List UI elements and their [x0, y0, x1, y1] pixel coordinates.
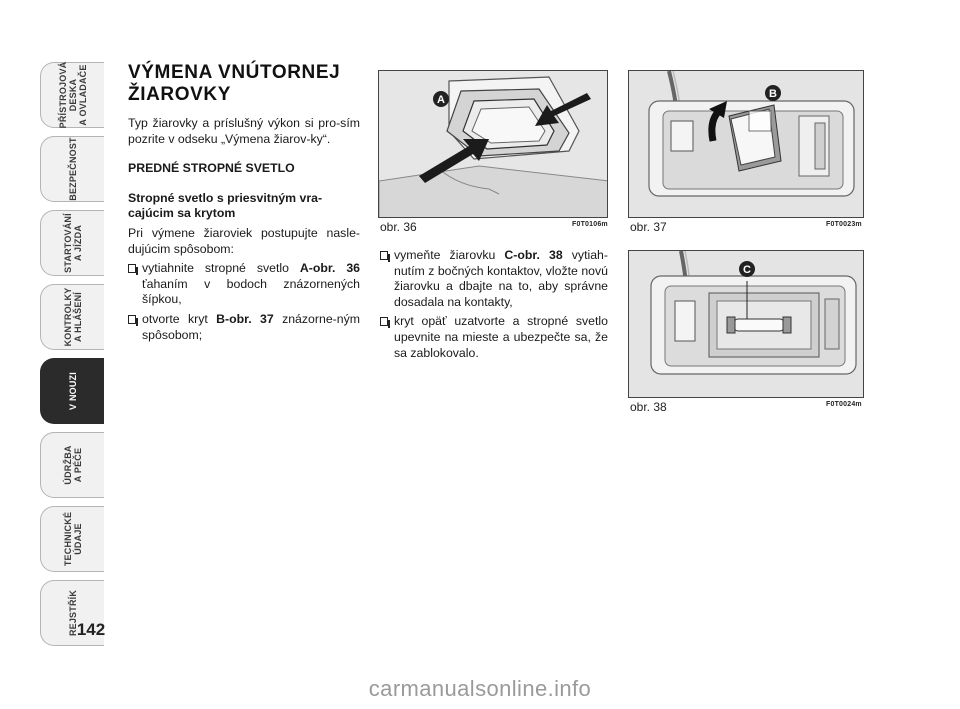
tab-label: BEZPEČNOST [67, 137, 78, 201]
figure-code: F0T0024m [826, 401, 862, 408]
checkbox-bullet-icon [380, 251, 388, 260]
figure-37-illustration [628, 70, 864, 218]
list-item-text: kryt opäť uzatvorte a stropné svetlo upevnite na mieste a ubezpečte sa, že sa zablokovalo. [394, 314, 608, 360]
marker-c: C [743, 264, 751, 276]
list-item-text: znázorne-ným spôsobom; [142, 311, 360, 342]
tab-technicke-udaje[interactable] [40, 506, 104, 572]
tab-pristrojova-deska[interactable] [40, 62, 104, 128]
figure-reference: C-obr. 38 [504, 248, 563, 262]
watermark-text: carmanualsonline.info [368, 676, 592, 701]
list-item [380, 314, 608, 361]
figure-38-illustration [628, 250, 864, 398]
tab-label: V NOUZI [67, 372, 78, 410]
tab-startovani[interactable] [40, 210, 104, 276]
checkbox-bullet-icon [380, 317, 388, 326]
tab-label: PŘÍSTROJOVÁ DESKA A OVLADAČE [57, 61, 88, 129]
list-item [128, 312, 360, 343]
tab-udrzba[interactable] [40, 432, 104, 498]
tab-label: KONTROLKY A HLÁŠENÍ [62, 287, 83, 347]
figure-caption: obr. 36 [380, 220, 417, 234]
figure-reference: B-obr. 37 [216, 311, 274, 326]
marker-b: B [769, 88, 777, 100]
list-item-text: ťahaním v bodoch znázornených šípkou, [142, 276, 360, 307]
checkbox-bullet-icon [128, 264, 136, 273]
figure-caption: obr. 38 [630, 400, 667, 414]
list-item-text: vytiah-nutím z bočných kontaktov, vložte novú žiarovku a dbajte na to, aby správne dosadala na kontakty, [394, 248, 608, 309]
figure-36-illustration [378, 70, 608, 218]
tab-label: REJSTŘÍK [67, 589, 78, 637]
list-item-text: vytiahnite stropné svetlo [142, 261, 300, 276]
tab-v-nouzi[interactable] [40, 358, 104, 424]
list-item-text: otvorte kryt [142, 311, 217, 326]
body-paragraph: Pri výmene žiaroviek postupujte nasle-dujúcim spôsobom: [128, 225, 360, 256]
marker-a: A [437, 94, 445, 106]
tab-label: STARTOVÁNÍ A JÍZDA [62, 213, 83, 273]
page-title: VÝMENA VNÚTORNEJ ŽIAROVKY [128, 62, 341, 105]
text-column-middle [380, 248, 608, 365]
page-number: 142 [76, 620, 106, 639]
list-item [128, 261, 360, 308]
text-column-left [128, 62, 360, 347]
list-item [380, 248, 608, 310]
figure-caption: obr. 37 [630, 220, 667, 234]
list-item-text: vymeňte žiarovku [394, 248, 505, 262]
section-heading: PREDNÉ STROPNÉ SVETLO [128, 161, 295, 176]
checkbox-bullet-icon [128, 315, 136, 324]
tab-label: TECHNICKÉ ÚDAJE [62, 511, 83, 567]
figure-reference: A-obr. 36 [299, 261, 360, 276]
tab-bezpecnost[interactable] [40, 136, 104, 202]
tab-kontrolky[interactable] [40, 284, 104, 350]
subsection-heading: Stropné svetlo s priesvitným vra-cajúcim sa krytom [128, 190, 323, 221]
intro-paragraph: Typ žiarovky a príslušný výkon si pro-sím pozrite v odseku „Výmena žiarov-ky“. [128, 116, 360, 146]
tab-label: ÚDRŽBA A PÉČE [62, 445, 83, 485]
figure-code: F0T0106m [572, 221, 608, 228]
figure-code: F0T0023m [826, 221, 862, 228]
